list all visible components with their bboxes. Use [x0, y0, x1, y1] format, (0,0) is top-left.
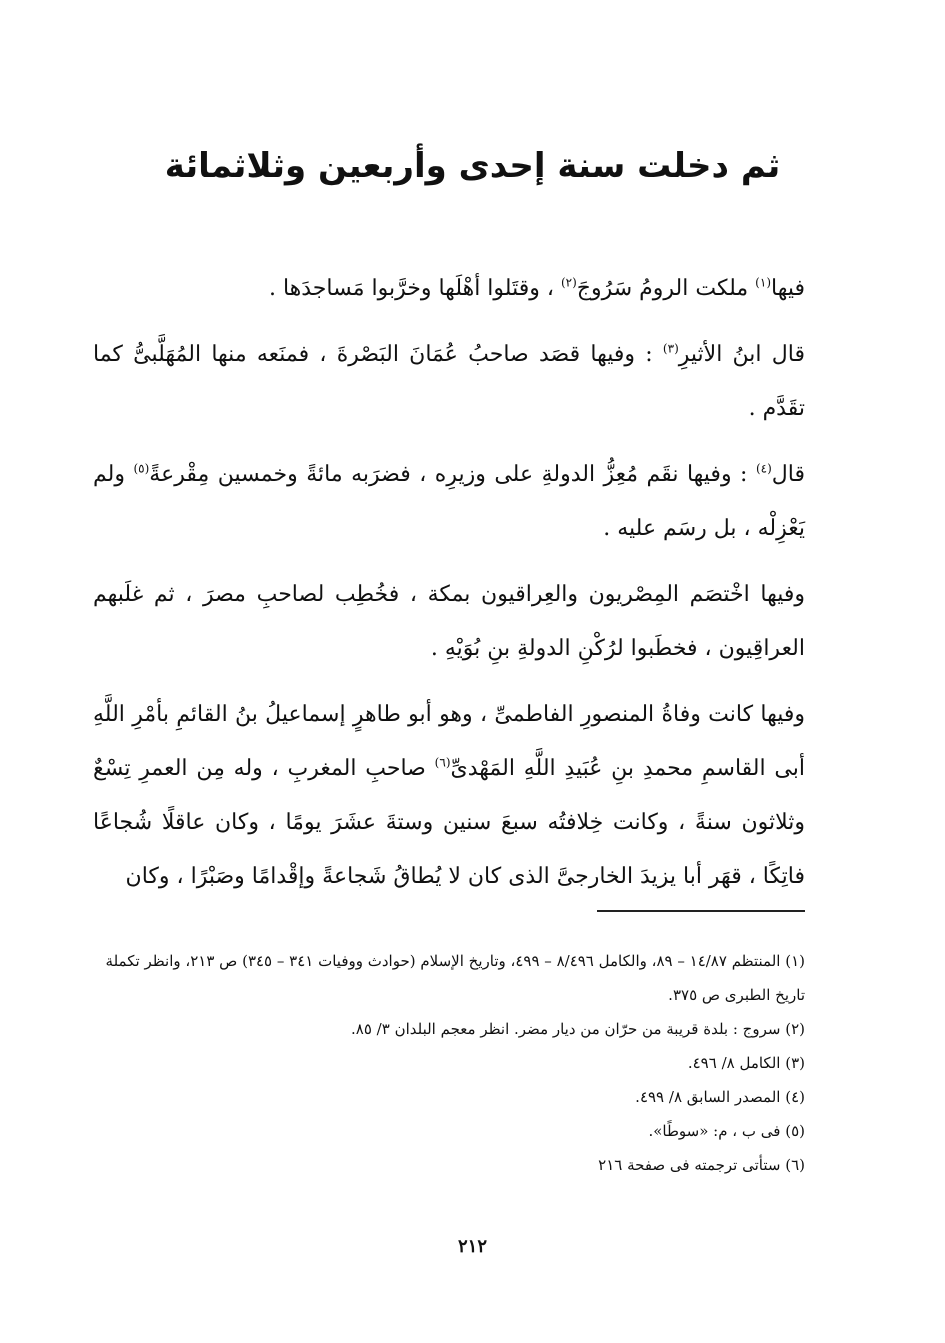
footnote-item [93, 1012, 805, 1046]
footnote-item [93, 1046, 805, 1080]
paragraph-text: وفيها اخْتصَم المِصْريون والعِراقيون بمكة ، فخُطِب لصاحبِ مصرَ ، ثم غلَبهم العراقِيون ، فخطَبوا لرُكْنِ الدولةِ بنِ بُوَيْهِ . [93, 582, 805, 661]
footnote-number: (١) [785, 952, 805, 970]
footnote-marker: (٦) [434, 755, 451, 770]
paragraph-text: فيها [771, 276, 805, 301]
footnote-item [93, 944, 805, 1012]
footnotes-list [93, 944, 805, 1182]
footnote-text: سروج : بلدة قريبة من حرّان من ديار مضر. انظر معجم البلدان ٣/ ٨٥. [351, 1020, 786, 1038]
footnote-text: فى ب ، م: «سوطًا». [648, 1122, 786, 1140]
footnote-number: (٤) [785, 1088, 805, 1106]
footnote-number: (٦) [785, 1156, 805, 1174]
footnote-marker: (٤) [755, 461, 772, 476]
footnote-marker: (٢) [560, 275, 577, 290]
footnote-item [93, 1114, 805, 1148]
footnote-number: (٢) [785, 1020, 805, 1038]
footnote-text: المنتظم ١٤/٨٧ – ٨٩، والكامل ٨/٤٩٦ – ٤٩٩، وتاريخ الإسلام (حوادث ووفيات ٣٤١ – ٣٤٥) ص ٢١٣، وانظر تكملة تاريخ الطبرى ص ٣٧٥. [105, 952, 805, 1004]
footnote-item [93, 1080, 805, 1114]
paragraph [93, 262, 805, 316]
paragraph-text: ملكت الرومُ سَرُوجَ [576, 276, 756, 301]
paragraph [93, 568, 805, 676]
page-number: ٢١٢ [457, 1236, 487, 1257]
paragraph [93, 688, 805, 904]
paragraph-text: ولم يَعْزِلْه ، بل رسَم عليه . [93, 462, 805, 541]
footnote-number: (٣) [785, 1054, 805, 1072]
footnote-marker: (١) [755, 275, 771, 290]
paragraph-text: قال ابنُ الأثيرِ [678, 342, 805, 367]
footnote-item [93, 1148, 805, 1182]
paragraph [93, 448, 805, 556]
paragraph-text: : وفيها نقَم مُعِزُّ الدولةِ على وزيرِه ، فضرَبه مائةً وخمسين مِقْرعةً [149, 462, 756, 487]
paragraph-text: قال [771, 462, 805, 487]
paragraph-text: وفيها كانت وفاةُ المنصورِ الفاطمىِّ ، وهو أبو طاهرٍ إسماعيلُ بنُ القائمِ بأمْرِ اللَّهِ أبى القاسمِ محمدِ بنِ عُبَيدِ اللَّهِ المَهْدىِّ [93, 702, 805, 781]
footnote-text: الكامل ٨/ ٤٩٦. [687, 1054, 786, 1072]
main-text [93, 262, 805, 916]
footnote-separator [597, 910, 805, 912]
paragraph-text: ، وقتَلوا أهْلَها وخرَّبوا مَساجدَها . [268, 276, 561, 301]
paragraph-text: : وفيها قصَد صاحبُ عُمَانَ البَصْرةَ ، فمنَعه منها المُهَلَّبىُّ كما تقَدَّم . [93, 342, 805, 421]
footnote-text: المصدر السابق ٨/ ٤٩٩. [635, 1088, 786, 1106]
footnote-marker: (٣) [662, 341, 679, 356]
footnote-number: (٥) [785, 1122, 805, 1140]
chapter-heading: ثم دخلت سنة إحدى وأربعين وثلاثمائة [164, 146, 781, 186]
paragraph [93, 328, 805, 436]
footnote-text: ستأتى ترجمته فى صفحة ٢١٦ [598, 1156, 786, 1174]
footnote-marker: (٥) [133, 461, 150, 476]
paragraph-text: صاحبِ المغربِ ، وله مِن العمرِ تِسْعٌ وثلاثون سنةً ، وكانت خِلافتُه سبعَ سنين وستةَ عشَرَ يومًا ، وكان عاقلًا شُجاعًا فاتِكًا ، قهَر أبا يزيدَ الخارجىَّ الذى كان لا يُطاقُ شَجاعةً وإقْدامًا وصَبْرًا ، وكان [93, 756, 805, 889]
